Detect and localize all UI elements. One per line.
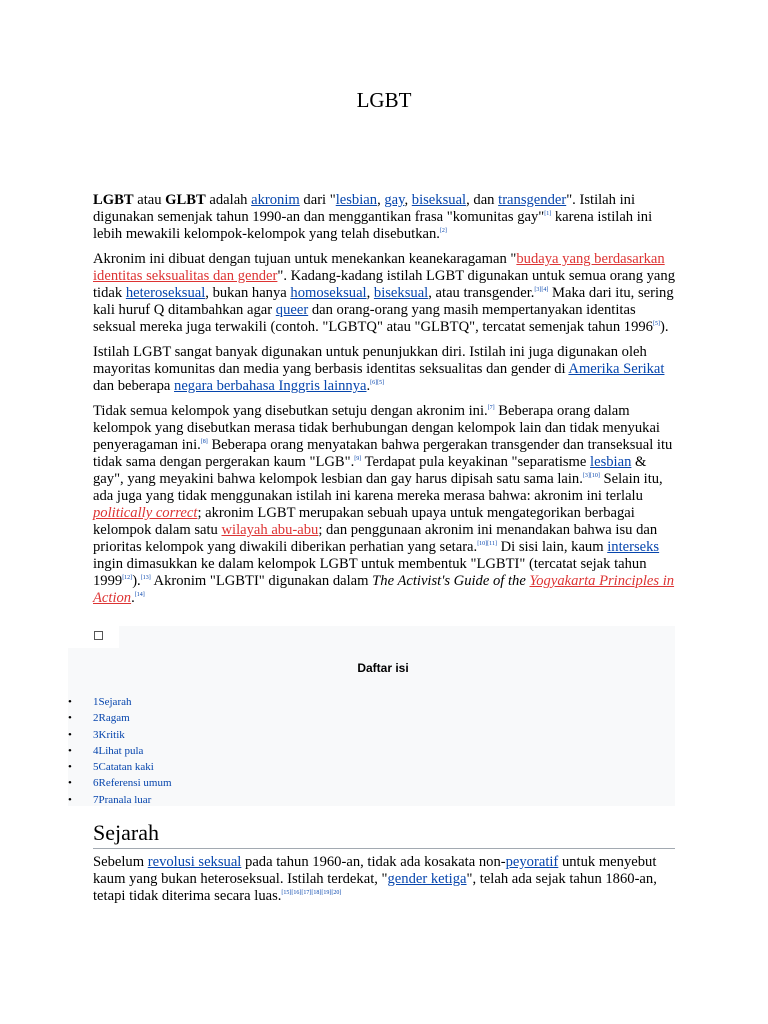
text: , bukan hanya [205,285,291,301]
link-interseks[interactable]: interseks [607,539,660,555]
redlink-wilayah-abu-abu[interactable]: wilayah abu-abu [221,522,319,538]
toc-item-referensi-umum[interactable] [68,775,172,791]
toc-number: 1 [93,696,99,708]
toc-item-ragam[interactable] [68,710,172,726]
link-gay[interactable]: gay [384,192,405,208]
text: ", telah ada sejak tahun 1860-an, tetapi tidak diterima secara luas. [93,871,657,904]
link-peyoratif[interactable]: peyoratif [505,854,559,870]
text: dan orang-orang yang masih mempertanyakan identitas seksual mereka juga terwakili (contoh. "LGBTQ" atau "GLBTQ", tercatat semenjak tahun 1996 [93,302,653,335]
toc-label[interactable]: Catatan kaki [98,761,154,774]
toc-toggle-checkbox[interactable] [94,631,103,640]
section-heading-sejarah: Sejarah [93,820,675,849]
toc-label[interactable]: Pranala luar [98,793,152,806]
link-queer[interactable]: queer [275,302,309,318]
text: Maka dari itu, sering kali huruf Q ditambahkan agar [93,285,674,318]
toc-number: 2 [93,712,99,725]
text: pada tahun 1960-an, tidak ada kosakata non- [241,854,506,870]
link-lesbian[interactable]: lesbian [590,454,632,470]
citation-link[interactable]: [5] [652,321,660,328]
link-biseksual[interactable]: biseksual [373,285,429,301]
text: dari " [299,192,336,208]
citation-link[interactable]: [1] [544,211,552,218]
text: , atau transgender. [428,285,535,301]
text: , [377,192,385,208]
text: Selain itu, ada juga yang tidak menggunakan istilah ini karena mereka merasa bahwa: akronim ini terlalu [93,471,663,504]
toc-item-sejarah[interactable] [68,694,172,710]
link-gender-ketiga[interactable]: gender ketiga [387,871,467,887]
toc-number: 6 [93,777,99,790]
text: dan beberapa [93,378,175,394]
text: ; dan penggunaan akronim ini menandakan bahwa isu dan prioritas kelompok yang diwakili diberikan perhatian yang setara. [93,522,658,555]
text: Beberapa orang dalam kelompok yang disebutkan merasa tidak berhubungan dengan kelompok lain dan tidak menyukai penyeragaman ini. [93,403,660,453]
link-akronim[interactable]: akronim [251,192,300,208]
toc-number: 7 [93,793,99,806]
citation-link[interactable]: [10][11] [477,541,497,548]
toc-list [68,694,172,808]
citation-link[interactable]: [6][5] [370,380,385,387]
text: , [366,285,374,301]
section-body [93,854,675,913]
text: . [366,378,371,394]
citation-link[interactable]: [14] [134,592,145,599]
text: & gay", yang meyakini bahwa kelompok lesbian dan gay harus dipisah satu sama lain. [93,454,647,487]
link-biseksual[interactable]: biseksual [411,192,467,208]
toc-item-pranala-luar[interactable] [68,792,172,808]
text: Terdapat pula keyakinan "separatisme [361,454,591,470]
bold-term: GLBT [165,192,206,208]
toc-title: Daftar isi [357,661,409,675]
text: , [404,192,412,208]
intro-paragraph-2 [93,251,675,336]
toc-label[interactable]: Kritik [98,728,125,741]
text: Akronim ini dibuat dengan tujuan untuk menekankan keanekaragaman " [93,251,517,267]
text: ". Istilah ini digunakan semenjak tahun 1990-an dan menggantikan frasa "komunitas gay" [93,192,636,225]
text: , dan [466,192,499,208]
toc-number: 3 [93,728,99,741]
citation-link[interactable]: [15][16][17][18][19][20] [281,890,342,897]
redlink-yogyakarta-principles[interactable]: Yogyakarta Principles in Action [93,573,675,606]
toc-item-lihat-pula[interactable] [68,743,172,759]
link-negara-inggris[interactable]: negara berbahasa Inggris lainnya [174,378,367,394]
citation-link[interactable]: [7] [487,405,495,412]
text: Tidak semua kelompok yang disebutkan setuju dengan akronim ini. [93,403,488,419]
toc-number: 5 [93,761,99,774]
toc-label[interactable]: Referensi umum [98,777,172,790]
link-homoseksual[interactable]: homoseksual [290,285,367,301]
citation-link[interactable]: [9] [354,456,362,463]
text: ". Kadang-kadang istilah LGBT digunakan untuk semua orang yang tidak [93,268,676,301]
text: Istilah LGBT sangat banyak digunakan untuk penunjukkan diri. Istilah ini juga digunakan oleh mayoritas komunitas dan media yang berbasis identitas seksualitas dan gender di [93,344,647,377]
link-transgender[interactable]: transgender [498,192,567,208]
toc-item-kritik[interactable] [68,727,172,743]
text: Akronim "LGBTI" digunakan dalam [150,573,373,589]
citation-link[interactable]: [2] [439,228,447,235]
redlink-politically-correct[interactable]: politically correct [93,505,198,521]
toc-label[interactable]: Ragam [98,712,130,725]
intro-paragraph-1 [93,192,675,243]
text: . [131,590,135,606]
text: Beberapa orang menyatakan bahwa pergerakan transgender dan transeksual itu tidak sama dengan pergerakan kaum "LGB". [93,437,673,470]
link-revolusi-seksual[interactable]: revolusi seksual [147,854,242,870]
citation-link[interactable]: [13] [140,575,151,582]
citation-link[interactable]: [3][10] [582,473,600,480]
article-body [93,192,675,615]
sejarah-paragraph [93,854,675,905]
text: karena istilah ini lebih mewakili kelompok-kelompok yang telah disebutkan. [93,209,653,242]
bold-term: LGBT [93,192,134,208]
text: Sebelum [93,854,148,870]
text: ingin dimasukkan ke dalam kelompok LGBT untuk membentuk "LGBTI" (tercatat sejak tahun 1999 [93,556,647,589]
text: untuk menyebut kaum yang bukan heteroseksual. Istilah terdekat, " [93,854,657,887]
citation-link[interactable]: [8] [200,439,208,446]
text: adalah [205,192,252,208]
text: ). [659,319,669,335]
citation-link[interactable]: [12] [122,575,133,582]
toc-label[interactable]: Lihat pula [98,744,144,757]
toc-label[interactable]: Sejarah [98,696,132,708]
text: ). [132,573,141,589]
text: atau [133,192,166,208]
page-title: LGBT [356,88,412,112]
link-heteroseksual[interactable]: heteroseksual [125,285,206,301]
toc-number: 4 [93,744,99,757]
toc-item-catatan-kaki[interactable] [68,759,172,775]
link-lesbian[interactable]: lesbian [335,192,378,208]
italic-title: The Activist's Guide of the [372,573,530,589]
table-of-contents [68,626,675,806]
citation-link[interactable]: [3][4] [534,287,549,294]
intro-paragraph-4 [93,403,675,607]
text: ; akronim LGBT merupakan sebuah upaya untuk mengategorikan berbagai kelompok dalam satu [93,505,635,538]
text: Di sisi lain, kaum [496,539,608,555]
link-amerika-serikat[interactable]: Amerika Serikat [568,361,665,377]
redlink-budaya[interactable]: budaya yang berdasarkan identitas seksualitas dan gender [93,251,665,284]
intro-paragraph-3 [93,344,675,395]
